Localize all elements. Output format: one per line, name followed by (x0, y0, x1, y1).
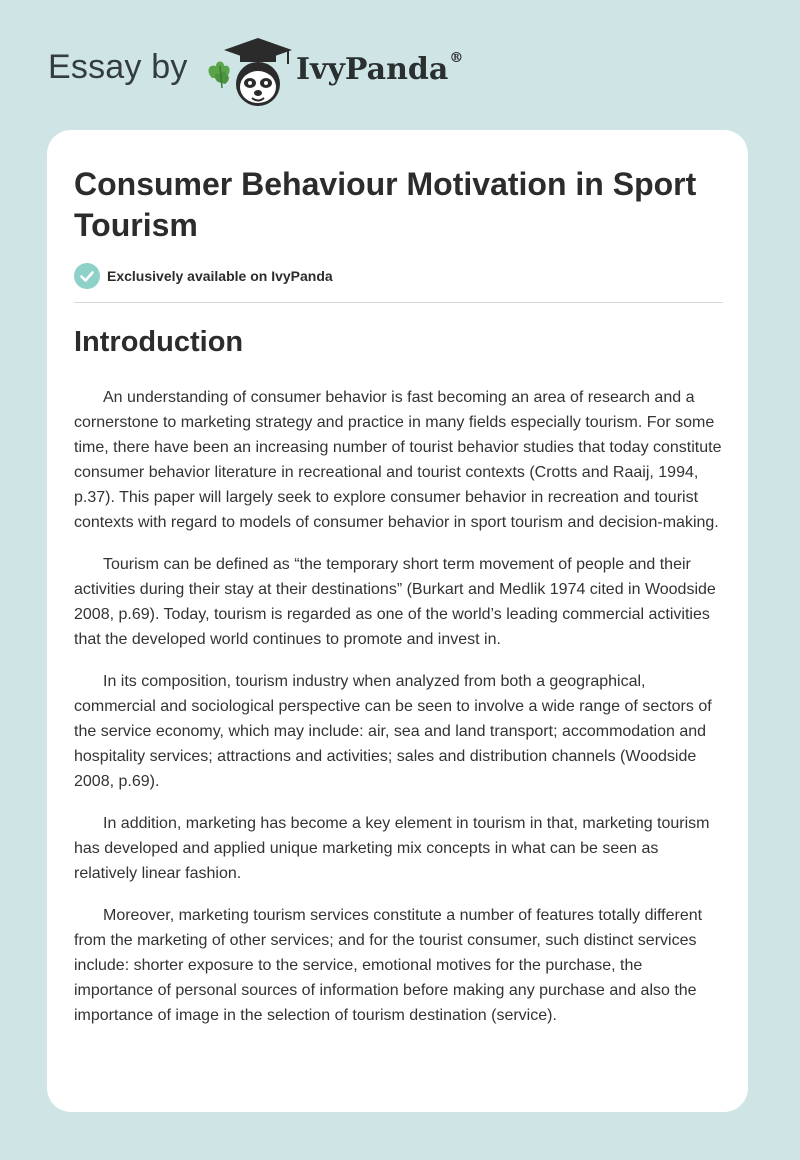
paragraph: In its composition, tourism industry when analyzed from both a geographical, commercial and sociological perspective can be seen to involve a wide range of sectors of the service economy, which may include: air, sea and land transport; accommodation and hospitality services; attractions and activities; sales and distribution channels (Woodside 2008, p.69). (74, 673, 712, 790)
paragraph: An understanding of consumer behavior is fast becoming an area of research and a cornerstone to marketing strategy and practice in many fields especially tourism. For some time, there have been an increasing number of tourist behavior studies that today constitute consumer behavior literature in recreational and tourist contexts (Crotts and Raaij, 1994, p.37). This paper will largely seek to explore consumer behavior in recreation and tourist contexts with regard to models of consumer behavior in sport tourism and decision-making. (74, 389, 722, 531)
check-circle-icon (74, 263, 100, 289)
registered-mark: ® (449, 50, 464, 66)
brand-prefix: Essay by (48, 48, 188, 86)
page-title: Consumer Behaviour Motivation in Sport Tourism (74, 166, 697, 243)
section-heading: Introduction (74, 326, 244, 358)
brand-name-text: IvyPanda (296, 52, 449, 87)
paragraph: Moreover, marketing tourism services constitute a number of features totally different from the marketing of other services; and for the tourist consumer, such distinct services include: shorter exposure to the service, emotional motives for the purchase, the importance of personal sources of information before making any purchase and also the importance of image in the selection of tourism destination (service). (74, 907, 703, 1024)
paragraph: Tourism can be defined as “the temporary short term movement of people and their activities during their stay at their destinations” (Burkart and Medlik 1974 cited in Woodside 2008, p.69). Today, tourism is regarded as one of the world’s leading commercial activities that the developed world continues to promote and invest in. (74, 556, 716, 648)
brand-header[interactable] (46, 30, 466, 110)
divider (74, 302, 723, 303)
badge-text: Exclusively available on IvyPanda (107, 268, 333, 284)
panda-logo-icon (202, 32, 294, 112)
paragraph: In addition, marketing has become a key element in tourism in that, marketing tourism has developed and applied unique marketing mix concepts in what can be seen as relatively linear fashion. (74, 815, 710, 882)
article-body (74, 385, 724, 1045)
brand-name (296, 52, 463, 87)
essay-card (47, 130, 748, 1112)
